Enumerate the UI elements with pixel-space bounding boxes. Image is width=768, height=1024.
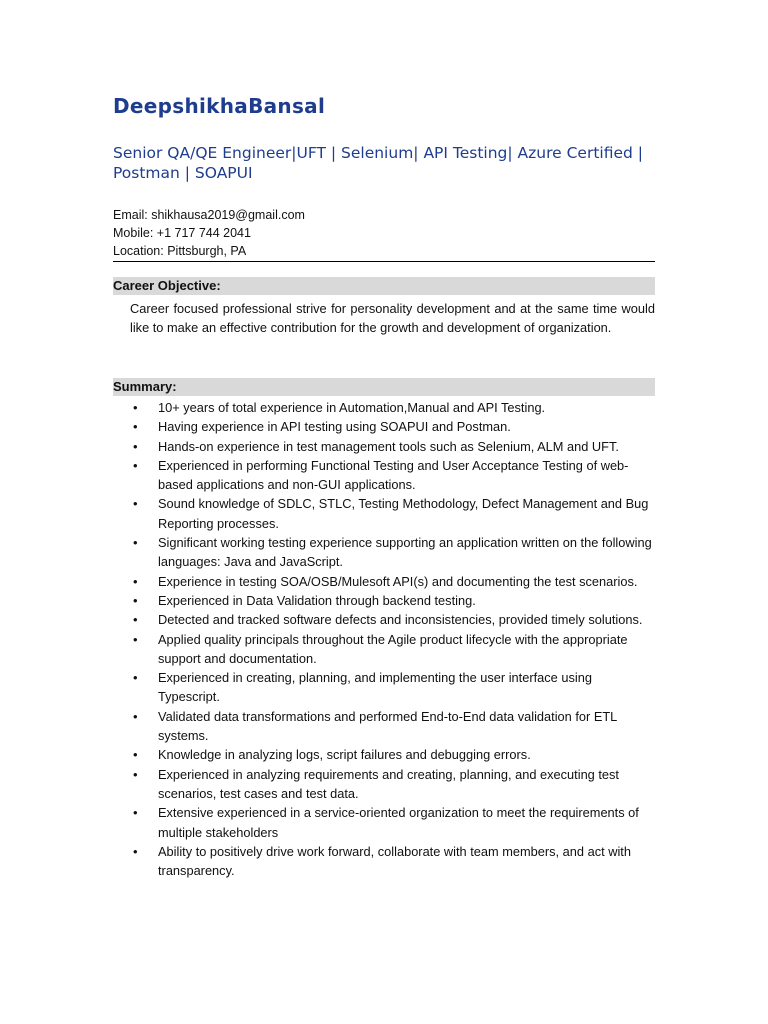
- bullet-icon: •: [133, 535, 138, 551]
- summary-item: • Having experience in API testing using SOAPUI and Postman.: [113, 417, 655, 436]
- summary-item: • Applied quality principals throughout the Agile product lifecycle with the appropriate support and documentation.: [133, 631, 628, 666]
- summary-item: • 10+ years of total experience in Automation,Manual and API Testing.: [113, 398, 655, 417]
- summary-item: • Experience in testing SOA/OSB/Mulesoft API(s) and documenting the test scenarios.: [113, 572, 655, 591]
- contact-email: Email: shikhausa2019@gmail.com: [113, 208, 305, 222]
- bullet-icon: •: [133, 708, 138, 724]
- summary-item: • Validated data transformations and performed End-to-End data validation for ETL systems.: [133, 708, 617, 744]
- bullet-icon: •: [133, 805, 138, 821]
- bullet-icon: •: [133, 419, 138, 435]
- summary-item: • Experienced in Data Validation through backend testing.: [113, 591, 655, 610]
- summary-item: • Experienced in analyzing requirements and creating, planning, and executing test scenarios, test cases and test data.: [133, 766, 619, 801]
- bullet-icon: •: [133, 747, 138, 763]
- bullet-icon: •: [133, 612, 138, 628]
- bullet-icon: •: [133, 592, 138, 608]
- summary-item: • Significant working testing experience supporting an application written on the following languages: Java and JavaScript.: [133, 535, 652, 570]
- professional-headline: Senior QA/QE Engineer|UFT | Selenium| API Testing| Azure Certified | Postman | SOAPUI: [113, 144, 643, 182]
- bullet-icon: •: [133, 843, 138, 859]
- candidate-name: DeepshikhaBansal: [113, 94, 326, 118]
- career-objective-text: Career focused professional strive for personality development and at the same time would like to make an effective contribution for the growth and development of organization.: [130, 301, 655, 336]
- summary-item: • Hands-on experience in test management tools such as Selenium, ALM and UFT.: [113, 437, 655, 456]
- bullet-icon: •: [133, 457, 138, 473]
- contact-location: Location: Pittsburgh, PA: [113, 244, 247, 258]
- bullet-icon: •: [133, 496, 138, 512]
- bullet-icon: •: [133, 670, 138, 686]
- summary-item: • Sound knowledge of SDLC, STLC, Testing Methodology, Defect Management and Bug Reporting processes.: [133, 496, 649, 531]
- summary-item: • Detected and tracked software defects and inconsistencies, provided timely solutions.: [113, 610, 655, 629]
- summary-item: • Knowledge in analyzing logs, script failures and debugging errors.: [113, 745, 655, 764]
- summary-list: [113, 398, 655, 880]
- summary-heading: Summary:: [113, 378, 655, 396]
- summary-item: • Experienced in performing Functional Testing and User Acceptance Testing of web-based applications and non-GUI applications.: [133, 457, 629, 493]
- summary-item: • Experienced in creating, planning, and implementing the user interface using Typescript.: [133, 670, 592, 705]
- bullet-icon: •: [133, 438, 138, 454]
- contact-block: [113, 206, 305, 260]
- bullet-icon: •: [133, 631, 138, 647]
- bullet-icon: •: [133, 400, 138, 415]
- bullet-icon: •: [133, 573, 138, 589]
- summary-item: • Extensive experienced in a service-oriented organization to meet the requirements of multiple stakeholders: [133, 805, 639, 840]
- summary-item: • Ability to positively drive work forward, collaborate with team members, and act with transparency.: [133, 843, 631, 879]
- horizontal-divider: [113, 261, 655, 262]
- contact-mobile: Mobile: +1 717 744 2041: [113, 226, 251, 240]
- career-objective-heading: Career Objective:: [113, 277, 655, 295]
- bullet-icon: •: [133, 766, 138, 782]
